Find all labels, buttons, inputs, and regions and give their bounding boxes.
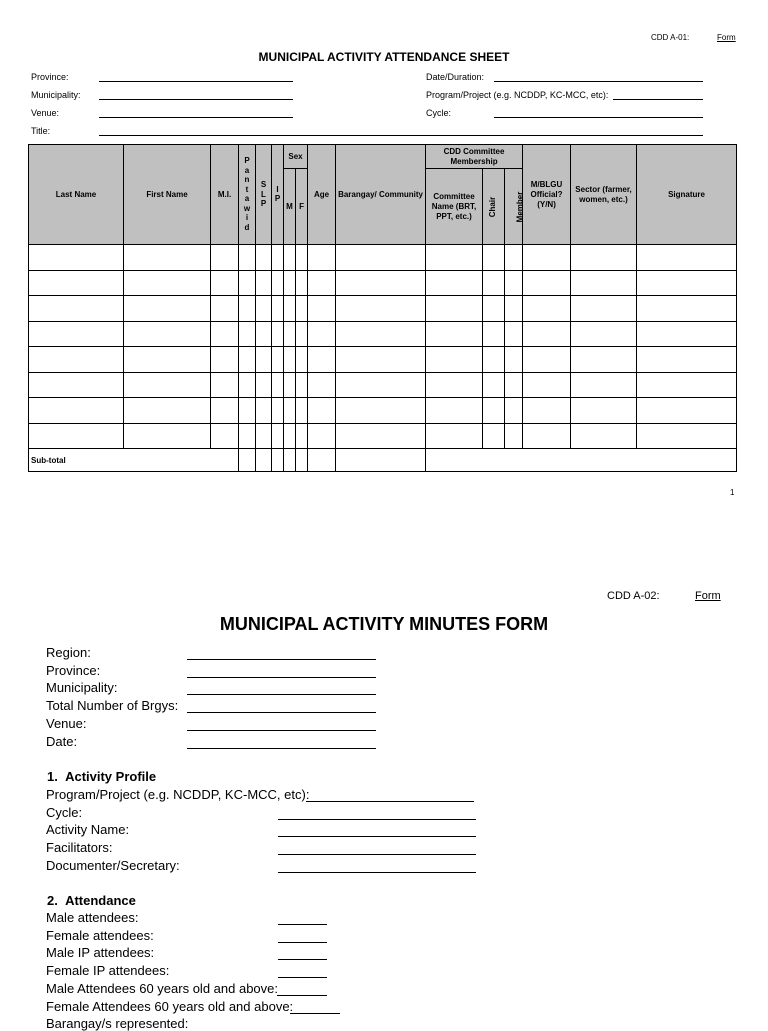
attendance-cell[interactable] [211, 372, 239, 398]
attendance-cell[interactable] [296, 321, 308, 347]
attendance-cell[interactable] [239, 423, 256, 449]
attendance-cell[interactable] [256, 245, 272, 271]
attendance-cell[interactable] [29, 296, 124, 322]
attendance-cell[interactable] [505, 245, 523, 271]
province-field[interactable] [99, 81, 293, 82]
attendance-cell[interactable] [308, 296, 336, 322]
form-code-a02: CDD A-02: [607, 590, 660, 602]
attendance-cell[interactable] [336, 296, 426, 322]
attendance-cell[interactable] [571, 423, 637, 449]
attendance-cell[interactable] [124, 270, 211, 296]
attendance-cell[interactable] [426, 270, 483, 296]
attendance-cell[interactable] [29, 398, 124, 424]
title-label: Title: [31, 126, 51, 136]
attendance-cell[interactable] [256, 423, 272, 449]
minutes-header-label: Date: [46, 733, 78, 749]
section2-heading: 2. Attendance [47, 893, 136, 908]
attendance-cell[interactable] [308, 372, 336, 398]
program-project-label: Program/Project (e.g. NCDDP, KC-MCC, etc): [426, 90, 609, 100]
attendance-cell[interactable] [211, 270, 239, 296]
attendance-field[interactable] [278, 977, 327, 978]
attendance-cell[interactable] [483, 245, 505, 271]
attendance-cell[interactable] [505, 423, 523, 449]
attendance-cell[interactable] [571, 245, 637, 271]
attendance-cell[interactable] [308, 321, 336, 347]
attendance-cell[interactable] [308, 398, 336, 424]
activity-profile-field[interactable] [306, 801, 474, 802]
attendance-cell[interactable] [637, 423, 737, 449]
col-pantawid: P a n t a w i d [239, 145, 256, 245]
attendance-table [28, 144, 737, 472]
attendance-cell[interactable] [505, 372, 523, 398]
attendance-row [29, 270, 737, 296]
col-slp: S L P [256, 145, 272, 245]
attendance-cell[interactable] [637, 347, 737, 373]
col-last-name: Last Name [29, 145, 124, 245]
attendance-cell[interactable] [284, 321, 296, 347]
attendance-cell[interactable] [336, 321, 426, 347]
attendance-cell[interactable] [256, 321, 272, 347]
attendance-cell[interactable] [571, 296, 637, 322]
attendance-cell[interactable] [239, 270, 256, 296]
attendance-cell[interactable] [637, 398, 737, 424]
attendance-cell[interactable] [284, 347, 296, 373]
attendance-field[interactable] [278, 942, 327, 943]
attendance-cell[interactable] [256, 270, 272, 296]
attendance-cell[interactable] [336, 347, 426, 373]
minutes-header-field[interactable] [187, 659, 376, 660]
attendance-cell[interactable] [637, 296, 737, 322]
activity-profile-field[interactable] [278, 854, 476, 855]
attendance-row [29, 372, 737, 398]
attendance-cell[interactable] [272, 423, 284, 449]
attendance-cell[interactable] [256, 398, 272, 424]
col-mi: M.I. [211, 145, 239, 245]
cycle-label: Cycle: [426, 108, 452, 118]
col-chair: Chair [483, 169, 505, 245]
attendance-cell[interactable] [523, 347, 571, 373]
col-first-name: First Name [124, 145, 211, 245]
attendance-cell[interactable] [296, 296, 308, 322]
attendance-cell[interactable] [483, 423, 505, 449]
attendance-cell[interactable] [29, 423, 124, 449]
attendance-cell[interactable] [256, 372, 272, 398]
attendance-cell[interactable] [124, 398, 211, 424]
attendance-cell[interactable] [211, 347, 239, 373]
attendance-cell[interactable] [296, 398, 308, 424]
minutes-form-title: MUNICIPAL ACTIVITY MINUTES FORM [219, 614, 549, 634]
activity-profile-label: Activity Name: [46, 822, 130, 838]
date-duration-label: Date/Duration: [426, 72, 485, 82]
col-barangay: Barangay/ Community [336, 145, 426, 245]
activity-profile-field[interactable] [278, 872, 476, 873]
attendance-cell[interactable] [637, 321, 737, 347]
attendance-cell[interactable] [336, 245, 426, 271]
attendance-cell[interactable] [483, 296, 505, 322]
attendance-cell[interactable] [296, 347, 308, 373]
minutes-header-label: Venue: [46, 715, 87, 731]
attendance-cell[interactable] [505, 296, 523, 322]
attendance-cell[interactable] [29, 270, 124, 296]
attendance-cell[interactable] [637, 245, 737, 271]
attendance-cell[interactable] [426, 347, 483, 373]
attendance-cell[interactable] [256, 347, 272, 373]
attendance-sheet-title: MUNICIPAL ACTIVITY ATTENDANCE SHEET [258, 50, 510, 64]
col-committee-name: Committee Name (BRT, PPT, etc.) [426, 169, 483, 245]
attendance-cell[interactable] [505, 347, 523, 373]
subtotal-row [29, 449, 737, 472]
attendance-cell[interactable] [571, 398, 637, 424]
attendance-cell[interactable] [239, 372, 256, 398]
attendance-cell[interactable] [296, 423, 308, 449]
attendance-label: Male Attendees 60 years old and above: [46, 980, 278, 996]
attendance-cell[interactable] [571, 270, 637, 296]
attendance-field[interactable] [278, 959, 327, 960]
attendance-cell[interactable] [239, 321, 256, 347]
attendance-cell[interactable] [426, 372, 483, 398]
attendance-cell[interactable] [426, 321, 483, 347]
province-label: Province: [31, 72, 69, 82]
attendance-cell[interactable] [211, 423, 239, 449]
attendance-cell[interactable] [239, 296, 256, 322]
col-age: Age [308, 145, 336, 245]
attendance-cell[interactable] [272, 398, 284, 424]
attendance-cell[interactable] [523, 372, 571, 398]
attendance-cell[interactable] [308, 347, 336, 373]
activity-profile-label: Facilitators: [46, 840, 113, 856]
attendance-label: Male attendees: [46, 910, 139, 925]
attendance-cell[interactable] [124, 245, 211, 271]
minutes-header-label: Total Number of Brgys: [46, 698, 179, 714]
attendance-cell[interactable] [272, 296, 284, 322]
attendance-cell[interactable] [124, 423, 211, 449]
form-label-a01: Form [717, 33, 736, 42]
minutes-header-field[interactable] [187, 677, 376, 678]
attendance-cell[interactable] [308, 423, 336, 449]
attendance-cell[interactable] [505, 270, 523, 296]
attendance-cell[interactable] [272, 321, 284, 347]
form-label-a02: Form [695, 590, 721, 602]
attendance-field[interactable] [278, 924, 327, 925]
minutes-header-label: Region: [46, 645, 91, 660]
attendance-cell[interactable] [483, 321, 505, 347]
attendance-cell[interactable] [239, 245, 256, 271]
attendance-cell[interactable] [505, 398, 523, 424]
attendance-cell[interactable] [336, 372, 426, 398]
attendance-cell[interactable] [284, 372, 296, 398]
minutes-header-label: Municipality: [46, 680, 118, 696]
attendance-cell[interactable] [284, 423, 296, 449]
attendance-cell[interactable] [124, 372, 211, 398]
col-ip: I P [272, 145, 284, 245]
attendance-field[interactable] [290, 1013, 340, 1014]
attendance-cell[interactable] [523, 270, 571, 296]
attendance-row [29, 347, 737, 373]
col-signature: Signature [637, 145, 737, 245]
date-duration-field[interactable] [494, 81, 703, 82]
attendance-cell[interactable] [483, 398, 505, 424]
title-field[interactable] [99, 135, 703, 136]
col-sector: Sector (farmer, women, etc.) [571, 145, 637, 245]
activity-profile-field[interactable] [278, 836, 476, 837]
attendance-cell[interactable] [272, 245, 284, 271]
attendance-cell[interactable] [272, 372, 284, 398]
attendance-label: Barangay/s represented: [46, 1016, 189, 1031]
attendance-cell[interactable] [426, 296, 483, 322]
minutes-header-field[interactable] [187, 694, 376, 695]
attendance-cell[interactable] [272, 270, 284, 296]
attendance-cell[interactable] [426, 245, 483, 271]
attendance-cell[interactable] [29, 372, 124, 398]
attendance-cell[interactable] [571, 372, 637, 398]
attendance-row [29, 245, 737, 271]
attendance-cell[interactable] [29, 245, 124, 271]
attendance-cell[interactable] [637, 372, 737, 398]
minutes-header-field[interactable] [187, 730, 376, 731]
attendance-cell[interactable] [284, 398, 296, 424]
venue-field[interactable] [99, 117, 293, 118]
attendance-row [29, 423, 737, 449]
attendance-cell[interactable] [308, 270, 336, 296]
activity-profile-label: Program/Project (e.g. NCDDP, KC-MCC, etc): [46, 787, 310, 802]
col-sex-female: F [296, 169, 308, 245]
attendance-cell[interactable] [211, 398, 239, 424]
attendance-cell[interactable] [124, 347, 211, 373]
form-code-a01: CDD A-01: [651, 33, 690, 42]
attendance-cell[interactable] [211, 245, 239, 271]
attendance-cell[interactable] [505, 321, 523, 347]
col-member: Member [505, 169, 523, 245]
attendance-cell[interactable] [284, 245, 296, 271]
attendance-label: Female Attendees 60 years old and above: [46, 998, 294, 1014]
minutes-header-field[interactable] [187, 712, 376, 713]
attendance-cell[interactable] [211, 296, 239, 322]
subtotal-label: Sub-total [29, 449, 239, 472]
attendance-label: Male IP attendees: [46, 945, 155, 961]
attendance-cell[interactable] [637, 270, 737, 296]
attendance-cell[interactable] [272, 347, 284, 373]
attendance-cell[interactable] [124, 296, 211, 322]
attendance-cell[interactable] [483, 347, 505, 373]
municipality-field[interactable] [99, 99, 293, 100]
attendance-cell[interactable] [426, 398, 483, 424]
attendance-cell[interactable] [308, 245, 336, 271]
attendance-cell[interactable] [296, 270, 308, 296]
minutes-header-label: Province: [46, 662, 101, 678]
attendance-cell[interactable] [336, 423, 426, 449]
page-number: 1 [730, 488, 735, 497]
attendance-row [29, 296, 737, 322]
attendance-cell[interactable] [571, 347, 637, 373]
col-sex: Sex [284, 145, 308, 169]
attendance-cell[interactable] [284, 296, 296, 322]
attendance-cell[interactable] [571, 321, 637, 347]
attendance-cell[interactable] [523, 423, 571, 449]
attendance-label: Female IP attendees: [46, 963, 170, 979]
attendance-cell[interactable] [483, 372, 505, 398]
activity-profile-field[interactable] [278, 819, 476, 820]
attendance-cell[interactable] [211, 321, 239, 347]
attendance-cell[interactable] [296, 245, 308, 271]
attendance-label: Female attendees: [46, 927, 154, 943]
attendance-cell[interactable] [239, 398, 256, 424]
attendance-row [29, 321, 737, 347]
attendance-field[interactable] [277, 995, 327, 996]
cycle-field[interactable] [494, 117, 703, 118]
attendance-cell[interactable] [336, 398, 426, 424]
section1-heading: 1. Activity Profile [47, 769, 157, 784]
attendance-cell[interactable] [284, 270, 296, 296]
activity-profile-label: Documenter/Secretary: [46, 857, 180, 873]
attendance-row [29, 398, 737, 424]
program-project-field[interactable] [613, 99, 703, 100]
attendance-cell[interactable] [523, 296, 571, 322]
venue-label: Venue: [31, 108, 60, 118]
col-cdd-membership: CDD Committee Membership [426, 145, 523, 169]
attendance-cell[interactable] [426, 423, 483, 449]
attendance-cell[interactable] [523, 321, 571, 347]
attendance-cell[interactable] [29, 321, 124, 347]
attendance-cell[interactable] [256, 296, 272, 322]
municipality-label: Municipality: [31, 90, 81, 100]
col-mblgu-official: M/BLGU Official? (Y/N) [523, 145, 571, 245]
attendance-cell[interactable] [336, 270, 426, 296]
attendance-cell[interactable] [29, 347, 124, 373]
attendance-cell[interactable] [483, 270, 505, 296]
attendance-cell[interactable] [296, 372, 308, 398]
activity-profile-label: Cycle: [46, 804, 83, 820]
minutes-header-field[interactable] [187, 748, 376, 749]
col-sex-male: M [284, 169, 296, 245]
attendance-cell[interactable] [124, 321, 211, 347]
attendance-cell[interactable] [239, 347, 256, 373]
attendance-cell[interactable] [523, 245, 571, 271]
attendance-cell[interactable] [523, 398, 571, 424]
